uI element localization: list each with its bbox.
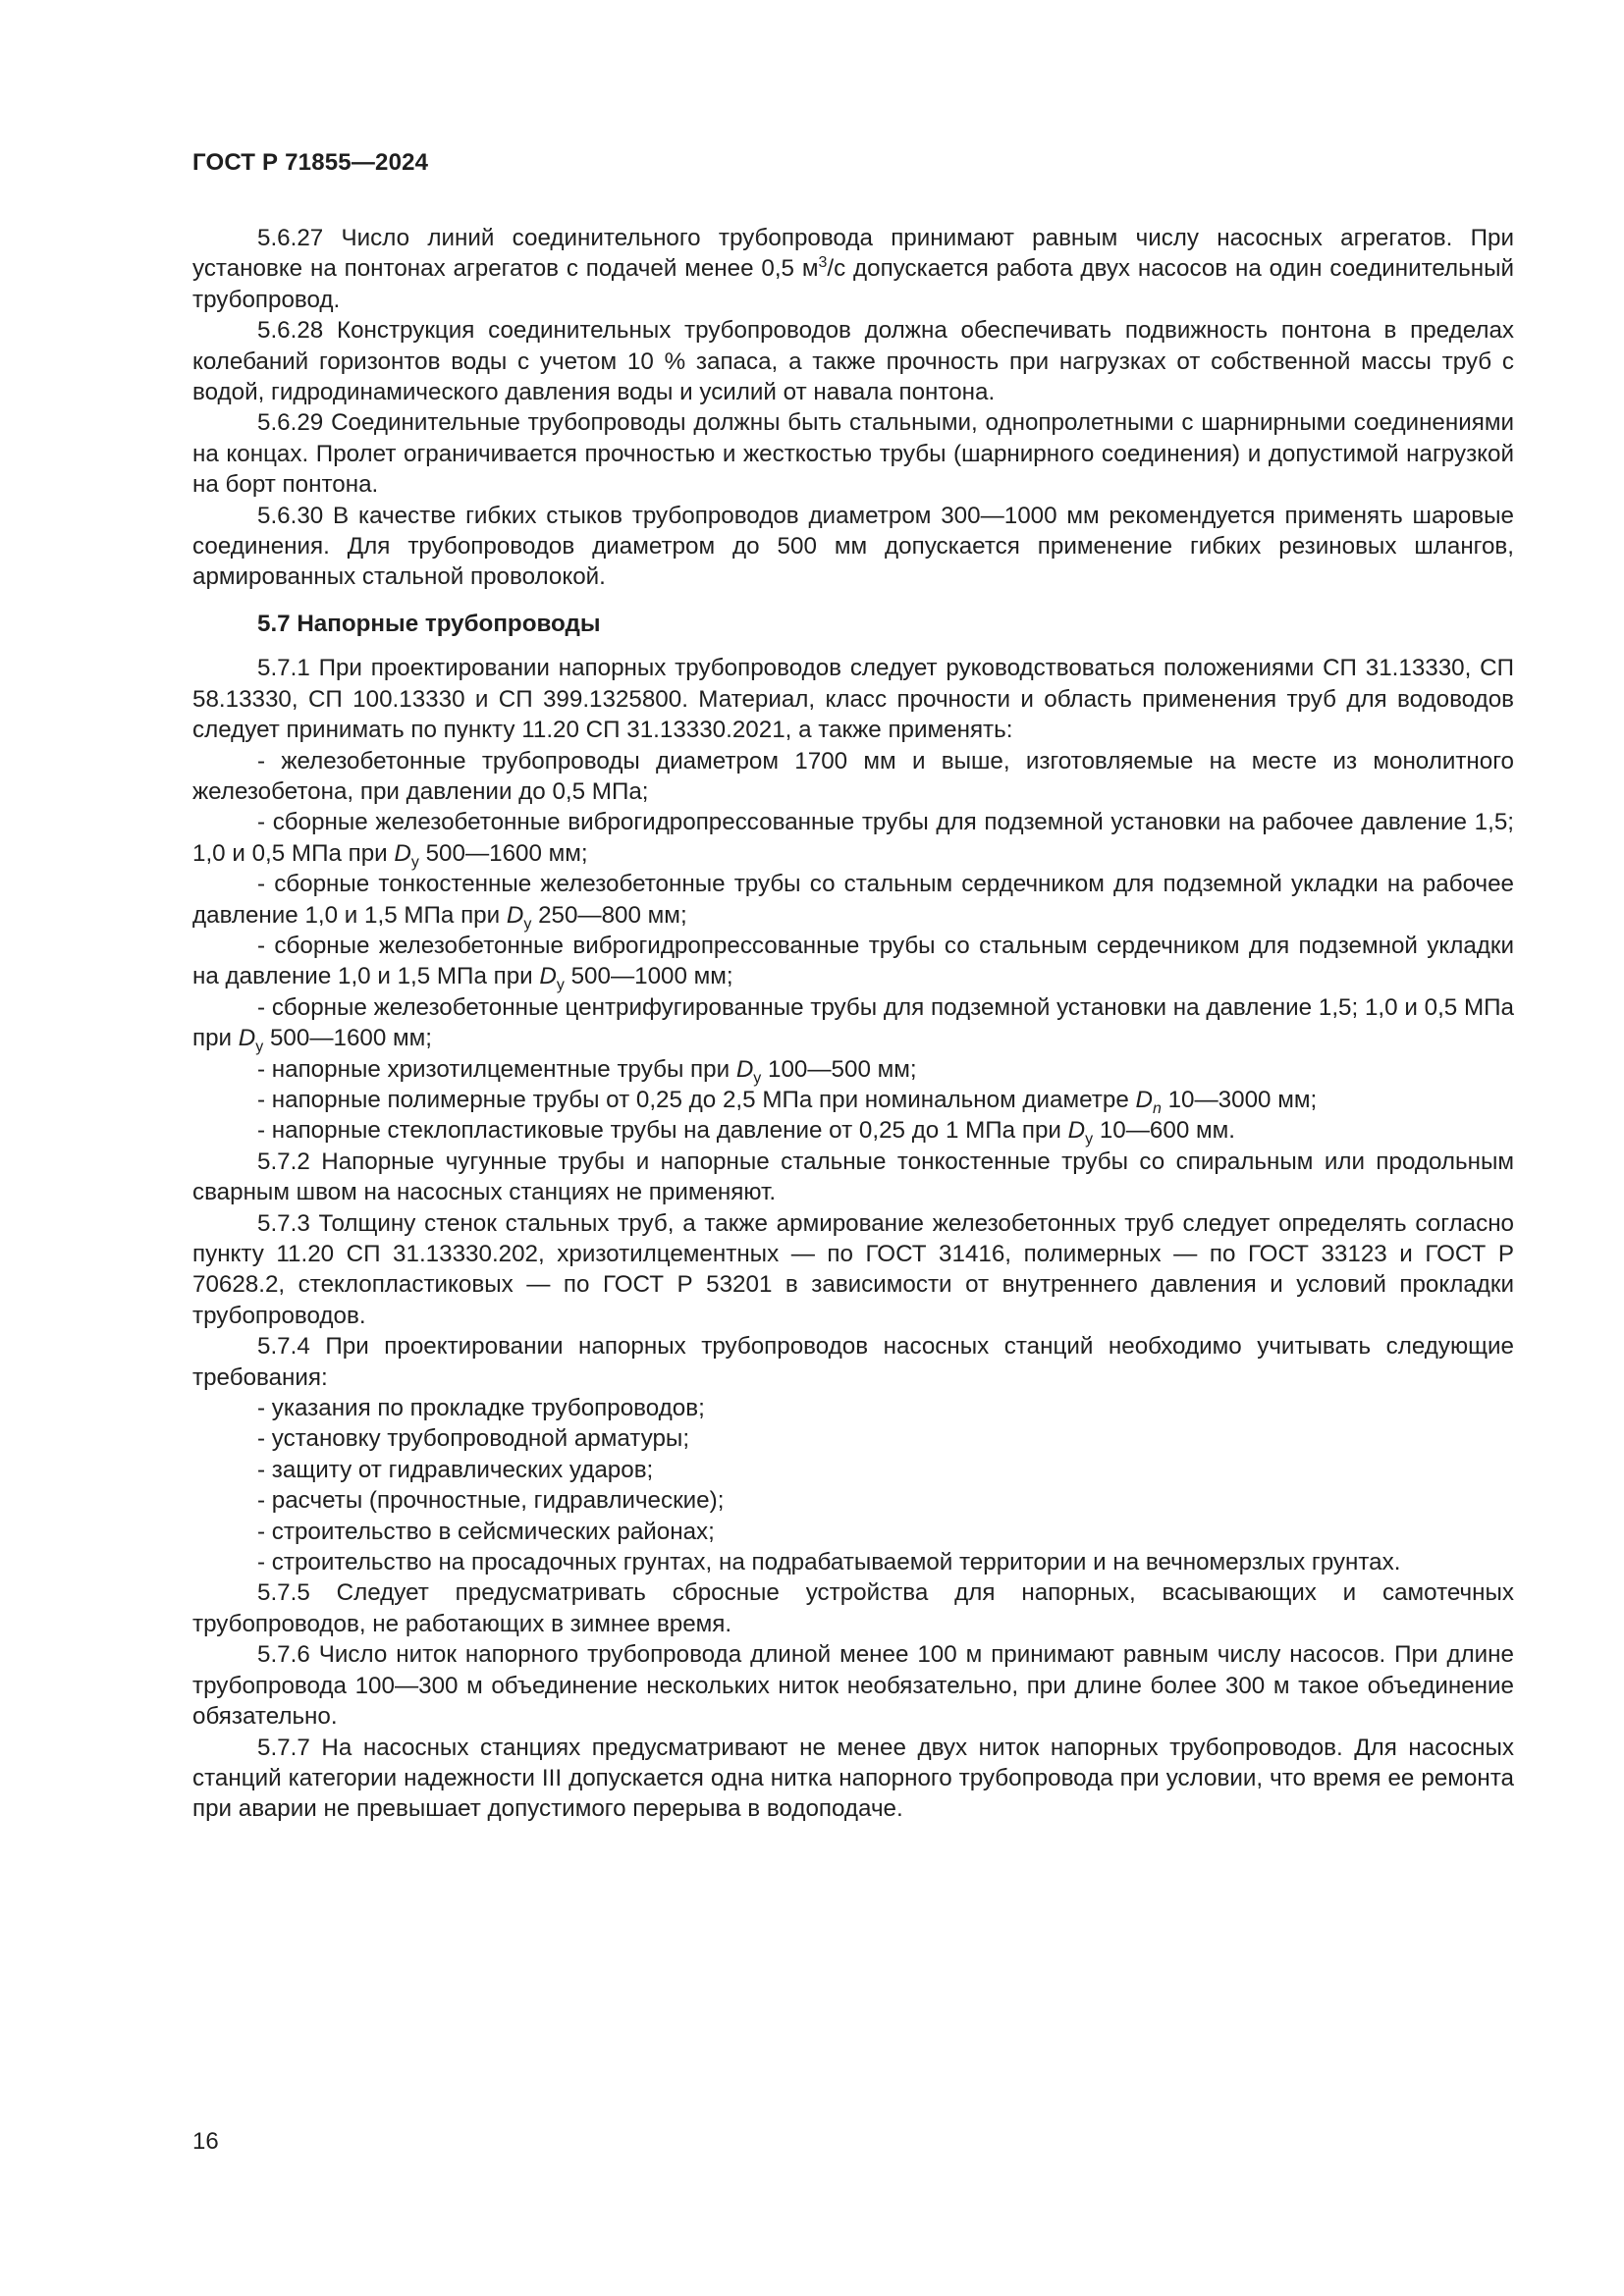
superscript: 3 — [818, 254, 828, 272]
paragraph-5-7-1: 5.7.1 При проектировании напорных трубопроводов следует руководствоваться положениями СП 31.13330, СП 58.13330, СП 100.13330 и СП 399.1325800. Материал, класс прочности и область применения труб для водоводов следует принимать по пункту 11.20 СП 31.13330.2021, а также применять: — [192, 655, 1514, 744]
subscript: у — [1085, 1131, 1094, 1148]
paragraph-5-6-30: 5.6.30 В качестве гибких стыков трубопроводов диаметром 300—1000 мм рекомендуется применять шаровые соединения. Для трубопроводов диаметром до 500 мм допускается применение гибких резиновых шлангов, армированных стальной проволокой. — [192, 502, 1514, 591]
variable: D — [506, 901, 524, 929]
subscript: у — [410, 853, 419, 871]
item-text: - напорные стеклопластиковые трубы на давление от 0,25 до 1 МПа при — [257, 1117, 1068, 1145]
document-body — [192, 223, 1514, 1825]
paragraph-5-7-7: 5.7.7 На насосных станциях предусматривают не менее двух ниток напорных трубопроводов. Для насосных станций категории надежности III допускается одна нитка напорного трубопровода при условии, что время ее ремонта при аварии не превышает допустимого перерыва в водоподаче. — [192, 1734, 1514, 1823]
variable: D — [539, 963, 557, 990]
paragraph-5-6-29: 5.6.29 Соединительные трубопроводы должны быть стальными, однопролетными с шарнирными соединениями на концах. Пролет ограничивается прочностью и жесткостью трубы (шарнирного соединения) и допустимой нагрузкой на борт понтона. — [192, 409, 1514, 499]
document-header: ГОСТ Р 71855—2024 — [192, 149, 429, 176]
page-number: 16 — [192, 2128, 219, 2155]
item-text: - сборные тонкостенные железобетонные трубы со стальным сердечником для подземной укладки на рабочее давление 1,0 и 1,5 МПа при — [192, 871, 1514, 929]
item-text: - напорные полимерные трубы от 0,25 до 2,5 МПа при номинальном диаметре — [257, 1086, 1136, 1113]
list-item: - защиту от гидравлических ударов; — [257, 1456, 654, 1483]
item-text: 500—1000 мм; — [564, 963, 733, 990]
list-item — [192, 1085, 1514, 1115]
paragraph-5-7-2: 5.7.2 Напорные чугунные трубы и напорные стальные тонкостенные трубы со спиральным или продольным сварным швом на насосных станциях не применяют. — [192, 1148, 1514, 1206]
subscript: n — [1152, 1099, 1162, 1117]
item-text: 250—800 мм; — [531, 901, 687, 929]
item-text: 10—3000 мм; — [1161, 1086, 1318, 1113]
paragraph-text: /с допускается работа двух насосов на один соединительный трубопровод. — [192, 255, 1514, 313]
section-heading: 5.7 Напорные трубопроводы — [257, 610, 601, 637]
subscript: у — [523, 915, 532, 933]
list-item — [192, 992, 1514, 1054]
variable: D — [1067, 1117, 1086, 1145]
list-item: - строительство в сейсмических районах; — [257, 1518, 715, 1545]
variable: D — [238, 1025, 256, 1052]
paragraph-text: 5.6.27 Число линий соединительного трубопровода принимают равным числу насосных агрегатов. При установке на понтонах агрегатов с подачей менее 0,5 м — [192, 225, 1514, 283]
item-text: - напорные хризотилцементные трубы при — [257, 1055, 736, 1083]
list-item: - железобетонные трубопроводы диаметром 1700 мм и выше, изготовляемые на месте из монолитного железобетона, при давлении до 0,5 МПа; — [192, 747, 1514, 805]
variable: D — [1135, 1086, 1153, 1113]
list-item — [192, 807, 1514, 869]
paragraph-5-7-4: 5.7.4 При проектировании напорных трубопроводов насосных станций необходимо учитывать следующие требования: — [192, 1333, 1514, 1391]
variable: D — [735, 1055, 754, 1083]
list-item: - строительство на просадочных грунтах, на подрабатываемой территории и на вечномерзлых грунтах. — [257, 1549, 1401, 1576]
item-text: - сборные железобетонные центрифугированные трубы для подземной установки на давление 1,5; 1,0 и 0,5 МПа при — [192, 993, 1514, 1052]
item-text: 500—1600 мм; — [418, 839, 588, 867]
item-text: 10—600 мм. — [1093, 1117, 1235, 1145]
paragraph-5-7-3: 5.7.3 Толщину стенок стальных труб, а также армирование железобетонных труб следует определять согласно пункту 11.20 СП 31.13330.202, хризотилцементных — по ГОСТ 31416, полимерных — по ГОСТ 33123 и ГОСТ Р 70628.2, стеклопластиковых — по ГОСТ Р 53201 в зависимости от внутреннего давления и условий прокладки трубопроводов. — [192, 1209, 1514, 1329]
list-item — [192, 1054, 1514, 1085]
paragraph-5-7-5: 5.7.5 Следует предусматривать сбросные устройства для напорных, всасывающих и самотечных трубопроводов, не работающих в зимнее время. — [192, 1579, 1514, 1637]
subscript: у — [255, 1038, 264, 1055]
item-text: - сборные железобетонные виброгидропрессованные трубы для подземной установки на рабочее давление 1,5; 1,0 и 0,5 МПа при — [192, 809, 1514, 867]
list-item — [192, 869, 1514, 931]
variable: D — [394, 839, 411, 867]
paragraph-5-6-27 — [192, 223, 1514, 315]
subscript: у — [556, 977, 565, 994]
list-item: - расчеты (прочностные, гидравлические); — [257, 1487, 725, 1515]
item-text: 100—500 мм; — [761, 1055, 917, 1083]
paragraph-5-7-6: 5.7.6 Число ниток напорного трубопровода длиной менее 100 м принимают равным числу насосов. При длине трубопровода 100—300 м объединение нескольких ниток необязательно, при длине более 300 м такое объединение обязательно. — [192, 1641, 1514, 1731]
item-text: 500—1600 мм; — [263, 1025, 433, 1052]
subscript: у — [753, 1069, 762, 1087]
item-text: - сборные железобетонные виброгидропрессованные трубы со стальным сердечником для подземной укладки на давление 1,0 и 1,5 МПа при — [192, 932, 1514, 990]
paragraph-5-6-28: 5.6.28 Конструкция соединительных трубопроводов должна обеспечивать подвижность понтона в пределах колебаний горизонтов воды с учетом 10 % запаса, а также прочность при нагрузках от собственной массы труб с водой, гидродинамического давления воды и усилий от навала понтона. — [192, 317, 1514, 406]
list-item: - указания по прокладке трубопроводов; — [257, 1395, 705, 1422]
list-item — [192, 1115, 1514, 1146]
list-item: - установку трубопроводной арматуры; — [257, 1425, 690, 1453]
list-item — [192, 931, 1514, 992]
